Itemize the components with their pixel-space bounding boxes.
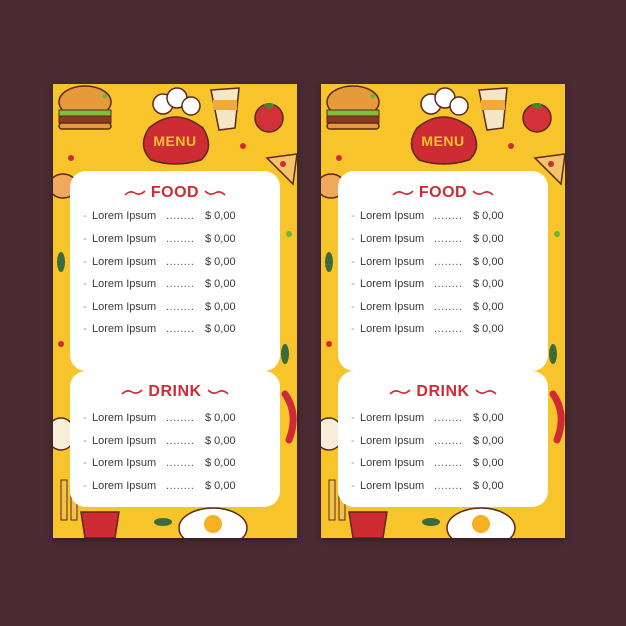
menu-item: - Lorem Ipsum ........ $ 0,00 [83,233,236,245]
swirl-left-icon [389,388,411,396]
swirl-right-icon [475,388,497,396]
menu-item: - Lorem Ipsum ........ $ 0,00 [83,210,236,222]
fried-egg-icon [179,508,247,538]
menu-card-left [53,84,297,538]
drink-section-title: DRINK [338,383,548,401]
menu-item: - Lorem Ipsum ........ $ 0,00 [351,457,504,469]
menu-item: - Lorem Ipsum ........ $ 0,00 [83,323,236,335]
menu-item: - Lorem Ipsum ........ $ 0,00 [351,210,504,222]
food-section-title: FOOD [338,184,548,202]
menu-item: - Lorem Ipsum ........ $ 0,00 [83,278,236,290]
menu-item: - Lorem Ipsum ........ $ 0,00 [351,480,504,492]
menu-item: - Lorem Ipsum ........ $ 0,00 [351,323,504,335]
menu-item: - Lorem Ipsum ........ $ 0,00 [351,256,504,268]
chef-hat-icon [153,88,200,115]
chili-pepper-icon [285,394,293,440]
menu-item: - Lorem Ipsum ........ $ 0,00 [83,412,236,424]
tomato-icon [523,104,551,132]
swirl-left-icon [392,189,414,197]
drink-panel [338,371,548,507]
swirl-left-icon [124,189,146,197]
food-section-title: FOOD [70,184,280,202]
menu-logo-text: MENU [153,133,197,149]
menu-item: - Lorem Ipsum ........ $ 0,00 [351,233,504,245]
menu-item: - Lorem Ipsum ........ $ 0,00 [351,412,504,424]
swirl-right-icon [472,189,494,197]
menu-item: - Lorem Ipsum ........ $ 0,00 [83,480,236,492]
menu-item: - Lorem Ipsum ........ $ 0,00 [351,301,504,313]
fried-egg-icon [447,508,515,538]
menu-item: - Lorem Ipsum ........ $ 0,00 [83,457,236,469]
chili-pepper-icon [553,394,561,440]
drink-cup-icon [211,88,239,130]
menu-item: - Lorem Ipsum ........ $ 0,00 [83,301,236,313]
menu-logo-text: MENU [421,133,465,149]
burger-icon [59,86,111,129]
food-panel [338,171,548,371]
menu-item: - Lorem Ipsum ........ $ 0,00 [351,435,504,447]
menu-item: - Lorem Ipsum ........ $ 0,00 [83,256,236,268]
menu-card-right [321,84,565,538]
food-panel [70,171,280,371]
drink-cup-icon [479,88,507,130]
tomato-icon [255,104,283,132]
menu-item: - Lorem Ipsum ........ $ 0,00 [83,435,236,447]
swirl-left-icon [121,388,143,396]
chef-hat-icon [421,88,468,115]
drink-panel [70,371,280,507]
menu-item: - Lorem Ipsum ........ $ 0,00 [351,278,504,290]
drink-section-title: DRINK [70,383,280,401]
burger-icon [327,86,379,129]
swirl-right-icon [204,189,226,197]
swirl-right-icon [207,388,229,396]
